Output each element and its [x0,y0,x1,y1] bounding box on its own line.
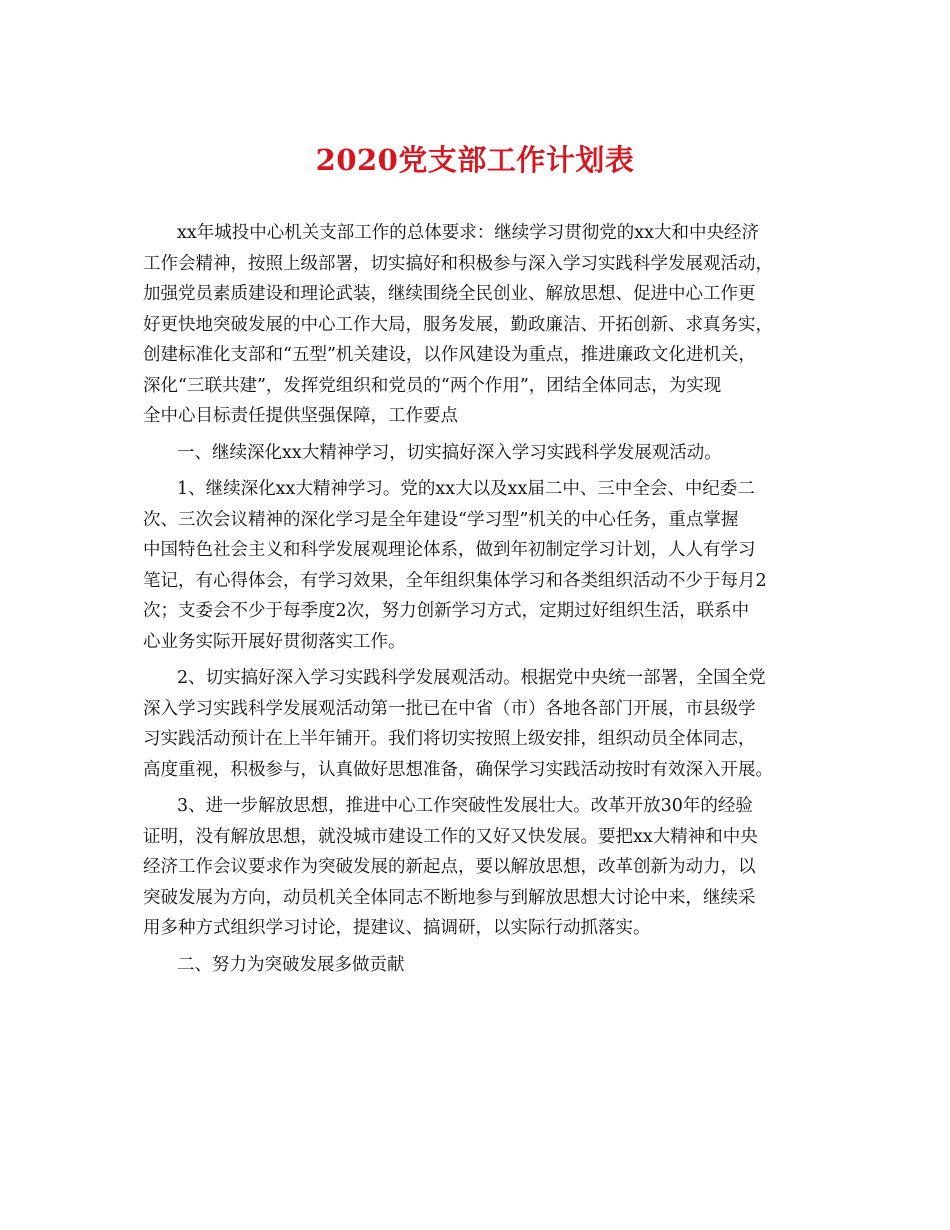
text-line: 次、三次会议精神的深化学习是全年建设“学习型”机关的中心任务，重点掌握 [143,509,739,530]
text-line: 突破发展为方向，动员机关全体同志不断地参与到解放思想大讨论中来，继续采 [143,887,756,908]
text-line: 习实践活动预计在上半年铺开。我们将切实按照上级安排，组织动员全体同志， [143,729,756,749]
text-line: 加强党员素质建设和理论武装，继续围绕全民创业、解放思想、促进中心工作更 [143,284,756,304]
text-line: 全中心目标责任提供坚强保障，工作要点 [143,406,458,426]
text-line: 次；支委会不少于每季度2次，努力创新学习方式，定期过好组织生活，联系中 [143,601,750,621]
document-title: 2020党支部工作计划表 [315,143,635,177]
text-line: 深入学习实践科学发展观活动第一批已在中省（市）各地各部门开展，市县级学 [143,698,756,719]
document-body [143,218,815,986]
text-line: 深化“三联共建”，发挥党组织和党员的“两个作用”，团结全体同志，为实现 [143,375,722,396]
text-line: 二、努力为突破发展多做贡献 [177,954,405,975]
text-line: 中国特色社会主义和科学发展观理论体系，做到年初制定学习计划，人人有学习 [143,540,756,560]
text-line: 高度重视，积极参与，认真做好思想准备，确保学习实践活动按时有效深入开展。 [143,759,773,780]
section-heading-one [143,438,815,469]
text-line: 心业务实际开展好贯彻落实工作。 [143,631,406,652]
text-line: 3、进一步解放思想，推进中心工作突破性发展壮大。改革开放30年的经验 [177,796,753,816]
text-line: 用多种方式组织学习讨论，提建议、搞调研，以实际行动抓落实。 [143,918,651,938]
text-line: 一、继续深化xx大精神学习，切实搞好深入学习实践科学发展观活动。 [177,442,722,463]
paragraph-item-1 [143,474,815,657]
paragraph-item-3 [143,791,815,944]
text-line: 工作会精神，按照上级部署，切实搞好和积极参与深入学习实践科学发展观活动， [143,253,773,274]
text-line: 好更快地突破发展的中心工作大局，服务发展，勤政廉洁、开拓创新、求真务实， [143,314,773,335]
text-line: 笔记，有心得体会，有学习效果，全年组织集体学习和各类组织活动不少于每月2 [143,570,767,591]
text-line: 创建标准化支部和“五型”机关建设，以作风建设为重点，推进廉政文化进机关， [143,345,756,365]
text-line: 证明，没有解放思想，就没城市建设工作的又好又快发展。要把xx大精神和中央 [143,826,758,847]
text-line: 经济工作会议要求作为突破发展的新起点，要以解放思想，改革创新为动力，以 [143,857,756,877]
paragraph-intro [143,218,815,432]
text-line: 2、切实搞好深入学习实践科学发展观活动。根据党中央统一部署，全国全党 [177,668,766,688]
text-line: 1、继续深化xx大精神学习。党的xx大以及xx届二中、三中全会、中纪委二 [177,479,755,499]
text-line: xx年城投中心机关支部工作的总体要求：继续学习贯彻党的xx大和中央经济 [177,223,759,243]
paragraph-item-2 [143,663,815,785]
section-heading-two [143,950,815,981]
